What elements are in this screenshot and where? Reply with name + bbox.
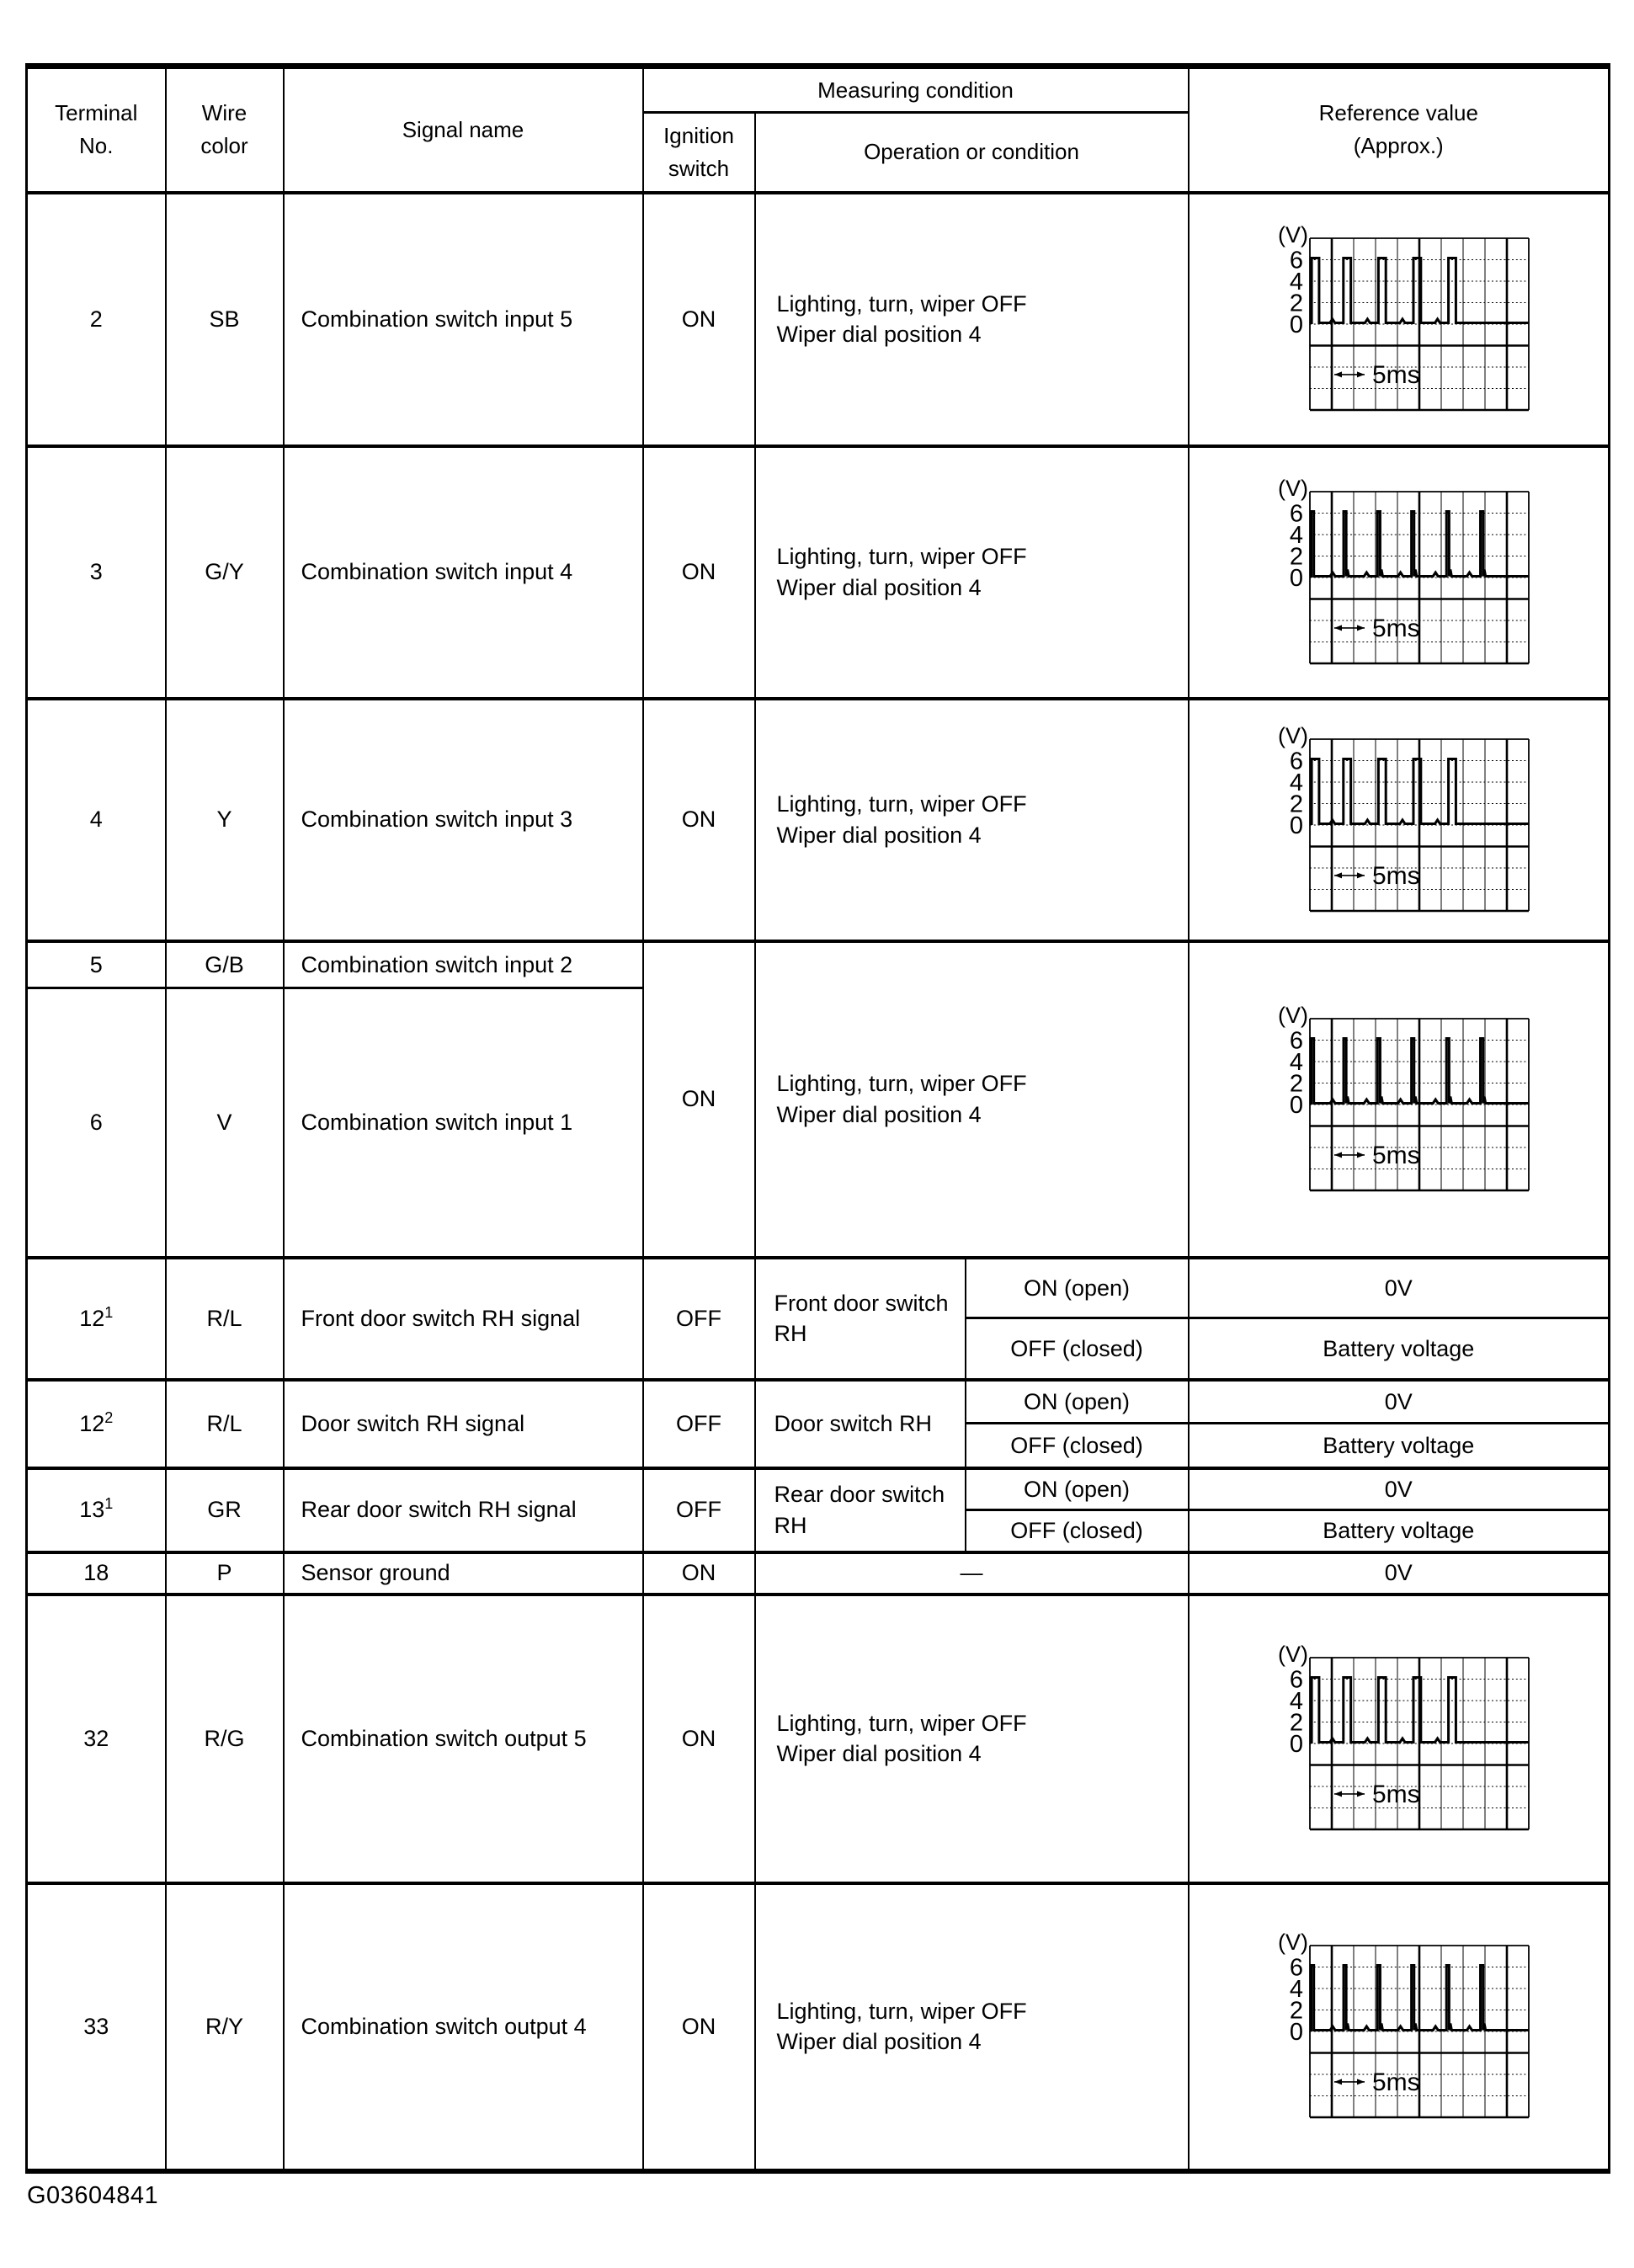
switch-device-cell: Door switch RH — [755, 1380, 966, 1468]
svg-text:6: 6 — [1290, 247, 1304, 274]
reference-value-cell: 0V — [1189, 1468, 1610, 1510]
table-row-terminal-5 — [27, 941, 1610, 988]
signal-name-cell: Combination switch input 3 — [284, 699, 643, 941]
switch-state-cell: ON (open) — [966, 1468, 1189, 1510]
signal-name-cell: Combination switch input 2 — [284, 941, 643, 988]
terminal-no-cell: $12^1$ — [27, 1258, 166, 1380]
ignition-switch-cell: OFF — [643, 1468, 755, 1552]
svg-text:4: 4 — [1290, 1048, 1304, 1076]
waveform-chart-terminal-2 — [1190, 220, 1609, 418]
svg-text:(V): (V) — [1278, 1642, 1309, 1667]
wire-color-cell: P — [166, 1552, 284, 1595]
switch-state-cell: ON (open) — [966, 1380, 1189, 1424]
svg-text:5ms: 5ms — [1372, 1780, 1420, 1808]
col-header-ignition-switch: Ignition switch — [643, 113, 755, 193]
terminal-no-cell: $12^2$ — [27, 1380, 166, 1468]
figure-code: G03604841 — [27, 2182, 159, 2209]
reference-value-cell: 0V — [1189, 1258, 1610, 1318]
waveform-chart-terminal-3 — [1190, 473, 1609, 672]
reference-value-cell: 0V — [1189, 1552, 1610, 1595]
reference-value-cell: 0V — [1189, 1380, 1610, 1424]
terminal-no-cell: 3 — [27, 446, 166, 699]
wire-color-cell: V — [166, 988, 284, 1258]
svg-text:2: 2 — [1290, 791, 1304, 817]
switch-device-cell: Rear door switch RH — [755, 1468, 966, 1552]
wire-color-cell: R/L — [166, 1380, 284, 1468]
reference-value-cell — [1189, 446, 1610, 699]
svg-text:(V): (V) — [1278, 722, 1309, 748]
svg-text:6: 6 — [1290, 1666, 1304, 1694]
terminal-no-cell: $13^1$ — [27, 1468, 166, 1552]
terminal-reference-table — [25, 63, 1610, 2174]
signal-name-cell: Combination switch input 4 — [284, 446, 643, 699]
table-row-terminal-12-2 — [27, 1380, 1610, 1424]
reference-value-cell — [1189, 1883, 1610, 2171]
reference-value-cell — [1189, 941, 1610, 1258]
switch-state-cell: OFF (closed) — [966, 1318, 1189, 1380]
wire-color-cell: G/Y — [166, 446, 284, 699]
table-row-terminal-12-1 — [27, 1258, 1610, 1318]
table-row-terminal-33 — [27, 1883, 1610, 2171]
svg-text:2: 2 — [1290, 1070, 1304, 1097]
ignition-switch-cell: OFF — [643, 1258, 755, 1380]
operation-condition-cell: Lighting, turn, wiper OFF Wiper dial position 4 — [755, 446, 1189, 699]
wire-color-cell: G/B — [166, 941, 284, 988]
svg-text:5ms: 5ms — [1372, 861, 1420, 890]
svg-text:5ms: 5ms — [1372, 2068, 1420, 2096]
svg-text:0: 0 — [1290, 311, 1304, 338]
signal-name-cell: Sensor ground — [284, 1552, 643, 1595]
terminal-no-cell: 6 — [27, 988, 166, 1258]
signal-name-cell: Combination switch output 4 — [284, 1883, 643, 2171]
col-header-reference-value: Reference value (Approx.) — [1189, 67, 1610, 193]
operation-condition-cell: Lighting, turn, wiper OFF Wiper dial position 4 — [755, 193, 1189, 446]
signal-name-cell: Combination switch input 5 — [284, 193, 643, 446]
waveform-chart-terminal-33 — [1190, 1927, 1609, 2126]
table-row-terminal-13-1 — [27, 1468, 1610, 1510]
ignition-switch-cell: ON — [643, 193, 755, 446]
ignition-switch-cell: OFF — [643, 1380, 755, 1468]
svg-text:(V): (V) — [1278, 475, 1309, 501]
svg-text:2: 2 — [1290, 290, 1304, 317]
terminal-no-cell: 2 — [27, 193, 166, 446]
svg-text:5ms: 5ms — [1372, 614, 1420, 642]
waveform-chart-terminal-4 — [1190, 721, 1609, 919]
ignition-switch-cell: ON — [643, 699, 755, 941]
col-header-operation-or-condition: Operation or condition — [755, 113, 1189, 193]
operation-condition-cell: Lighting, turn, wiper OFF Wiper dial position 4 — [755, 941, 1189, 1258]
col-header-measuring-condition: Measuring condition — [643, 67, 1189, 113]
ignition-switch-cell: ON — [643, 446, 755, 699]
terminal-no-cell: 18 — [27, 1552, 166, 1595]
svg-text:4: 4 — [1290, 1688, 1304, 1715]
table-row-terminal-4 — [27, 699, 1610, 941]
svg-text:2: 2 — [1290, 1709, 1304, 1737]
wire-color-cell: R/G — [166, 1595, 284, 1883]
svg-text:0: 0 — [1290, 1731, 1304, 1758]
table-row-terminal-32 — [27, 1595, 1610, 1883]
svg-text:6: 6 — [1290, 1027, 1304, 1054]
svg-text:6: 6 — [1290, 1954, 1304, 1982]
waveform-chart-terminal-32 — [1190, 1639, 1609, 1838]
svg-text:0: 0 — [1290, 812, 1304, 839]
operation-condition-cell: Lighting, turn, wiper OFF Wiper dial position 4 — [755, 1883, 1189, 2171]
terminal-no-cell: 4 — [27, 699, 166, 941]
signal-name-cell: Combination switch output 5 — [284, 1595, 643, 1883]
switch-state-cell: OFF (closed) — [966, 1510, 1189, 1552]
svg-text:2: 2 — [1290, 1997, 1304, 2025]
wire-color-cell: SB — [166, 193, 284, 446]
ignition-switch-cell: ON — [643, 1883, 755, 2171]
col-header-terminal-no: Terminal No. — [27, 67, 166, 193]
svg-text:2: 2 — [1290, 543, 1304, 570]
reference-value-cell: Battery voltage — [1189, 1318, 1610, 1380]
ignition-switch-cell: ON — [643, 1595, 755, 1883]
table-row-terminal-18 — [27, 1552, 1610, 1595]
signal-name-cell: Door switch RH signal — [284, 1380, 643, 1468]
wire-color-cell: R/Y — [166, 1883, 284, 2171]
col-header-signal-name: Signal name — [284, 67, 643, 193]
svg-text:(V): (V) — [1278, 1930, 1309, 1955]
reference-value-cell — [1189, 1595, 1610, 1883]
svg-text:6: 6 — [1290, 748, 1304, 775]
svg-text:4: 4 — [1290, 521, 1304, 549]
terminal-no-cell: 32 — [27, 1595, 166, 1883]
ignition-switch-cell: ON — [643, 941, 755, 1258]
svg-text:(V): (V) — [1278, 1002, 1309, 1028]
wire-color-cell: GR — [166, 1468, 284, 1552]
terminal-no-cell: 33 — [27, 1883, 166, 2171]
svg-text:0: 0 — [1290, 1091, 1304, 1119]
svg-text:0: 0 — [1290, 564, 1304, 592]
svg-text:(V): (V) — [1278, 222, 1309, 248]
wire-color-cell: R/L — [166, 1258, 284, 1380]
header-row-1 — [27, 67, 1610, 113]
svg-text:5ms: 5ms — [1372, 360, 1420, 389]
signal-name-cell: Combination switch input 1 — [284, 988, 643, 1258]
table-row-terminal-3 — [27, 446, 1610, 699]
svg-text:5ms: 5ms — [1372, 1141, 1420, 1169]
operation-condition-cell: — — [755, 1552, 1189, 1595]
operation-condition-cell: Lighting, turn, wiper OFF Wiper dial position 4 — [755, 699, 1189, 941]
col-header-wire-color: Wire color — [166, 67, 284, 193]
switch-state-cell: OFF (closed) — [966, 1424, 1189, 1468]
switch-device-cell: Front door switch RH — [755, 1258, 966, 1380]
signal-name-cell: Rear door switch RH signal — [284, 1468, 643, 1552]
svg-text:4: 4 — [1290, 269, 1304, 295]
switch-state-cell: ON (open) — [966, 1258, 1189, 1318]
ignition-switch-cell: ON — [643, 1552, 755, 1595]
svg-text:4: 4 — [1290, 769, 1304, 796]
svg-text:0: 0 — [1290, 2019, 1304, 2046]
signal-name-cell: Front door switch RH signal — [284, 1258, 643, 1380]
terminal-no-cell: 5 — [27, 941, 166, 988]
reference-value-cell — [1189, 193, 1610, 446]
svg-text:6: 6 — [1290, 500, 1304, 527]
table-row-terminal-2 — [27, 193, 1610, 446]
reference-value-cell: Battery voltage — [1189, 1424, 1610, 1468]
wire-color-cell: Y — [166, 699, 284, 941]
svg-text:4: 4 — [1290, 1976, 1304, 2003]
reference-value-cell — [1189, 699, 1610, 941]
reference-value-cell: Battery voltage — [1189, 1510, 1610, 1552]
waveform-chart-terminal-5-6 — [1190, 1000, 1609, 1199]
operation-condition-cell: Lighting, turn, wiper OFF Wiper dial position 4 — [755, 1595, 1189, 1883]
